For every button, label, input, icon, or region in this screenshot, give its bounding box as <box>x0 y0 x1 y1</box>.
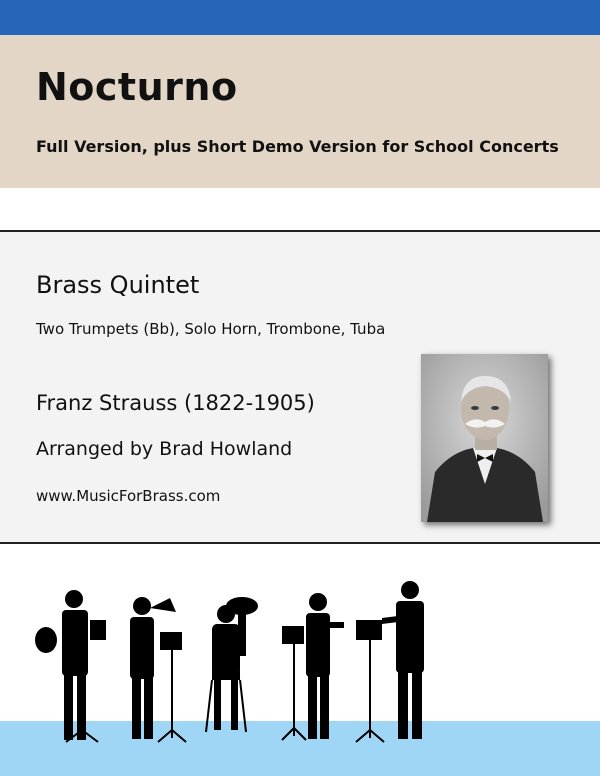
title-band <box>0 35 600 188</box>
page-subtitle: Full Version, plus Short Demo Version for School Concerts <box>36 137 559 156</box>
trumpet-player-silhouette <box>356 581 424 742</box>
top-color-bar <box>0 0 600 35</box>
arranger-credit: Arranged by Brad Howland <box>36 438 293 460</box>
horn-player-silhouette <box>35 590 106 742</box>
brass-quintet-silhouettes <box>0 560 600 750</box>
page-title: Nocturno <box>36 65 238 109</box>
instrumentation-text: Two Trumpets (Bb), Solo Horn, Trombone, Tuba <box>36 320 386 338</box>
trombone-player-silhouette <box>282 593 344 740</box>
trumpet-player-silhouette <box>130 597 186 742</box>
composer-name: Franz Strauss (1822-1905) <box>36 391 315 415</box>
tuba-player-silhouette <box>206 597 258 732</box>
ensemble-heading: Brass Quintet <box>36 271 200 299</box>
composer-portrait <box>421 354 548 522</box>
website-link[interactable]: www.MusicForBrass.com <box>36 487 221 505</box>
